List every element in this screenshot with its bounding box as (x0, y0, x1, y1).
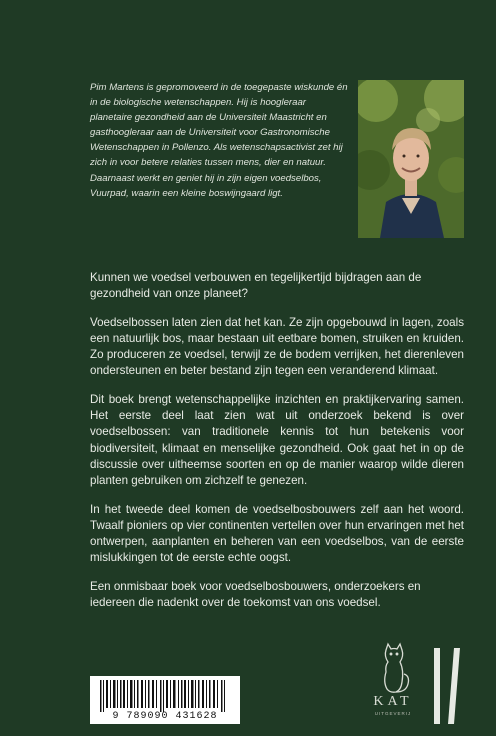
author-photo (358, 80, 464, 238)
publisher-subtitle: UITGEVERIJ (374, 711, 412, 716)
back-cover-text (90, 270, 464, 623)
isbn-number: 9 789090 431628 (112, 711, 218, 722)
paragraph: Een onmisbaar boek voor voedselbosbouwers, onderzoekers en iedereen die nadenkt over de toekomst van ons voedsel. (90, 579, 421, 610)
paragraph: In het tweede deel komen de voedselbosbouwers zelf aan het woord. Twaalf pioniers op vier continenten vertellen over hun ervaringen met het ontwerpen, aanplanten en beheren van een voedselbos, van de eerste mislukkingen tot de eerste echte oogst. (90, 502, 464, 565)
paragraph: Voedselbossen laten zien dat het kan. Ze zijn opgebouwd in lagen, zoals een natuurlijk bos, maar bestaan uit eetbare bomen, struiken en kruiden. Zo produceren ze voedsel, terwijl ze de bodem verrijken, het dierenleven ondersteunen en beter bestand zijn tegen een veranderend klimaat. (90, 315, 464, 378)
paragraph: Kunnen we voedsel verbouwen en tegelijkertijd bijdragen aan de gezondheid van onze planeet? (90, 271, 422, 301)
author-bio: Pim Martens is gepromoveerd in de toegepaste wiskunde én in de biologische wetenschappen. Hij is hoogleraar planetaire gezondheid aan de Universiteit Maastricht en gasthoogleraar aan de Universiteit voor Gastronomische Wetenschappen in Pollenzo. Als wetenschapsactivist zet hij zich in voor betere relaties tussen mens, dier en natuur. Daarnaast werkt en geniet hij in zijn eigen voedselbos, Vuurpad, waarin een kleine boswijngaard ligt. (90, 82, 348, 199)
paragraph: Dit boek brengt wetenschappelijke inzichten en praktijkervaring samen. Het eerste deel laat zien wat uit onderzoek bekend is over voedselbossen: van traditionele kennis tot hun betekenis voor biodiversiteit, klimaat en menselijke gezondheid. Ook gaat het in op de discussie over uitheemse soorten en op de manier waarop wilde dieren planten gebruiken om zichzelf te genezen. (90, 392, 464, 488)
barcode (90, 676, 240, 724)
publisher-name: KAT (373, 694, 413, 709)
publisher-stripe-icon (424, 648, 464, 724)
